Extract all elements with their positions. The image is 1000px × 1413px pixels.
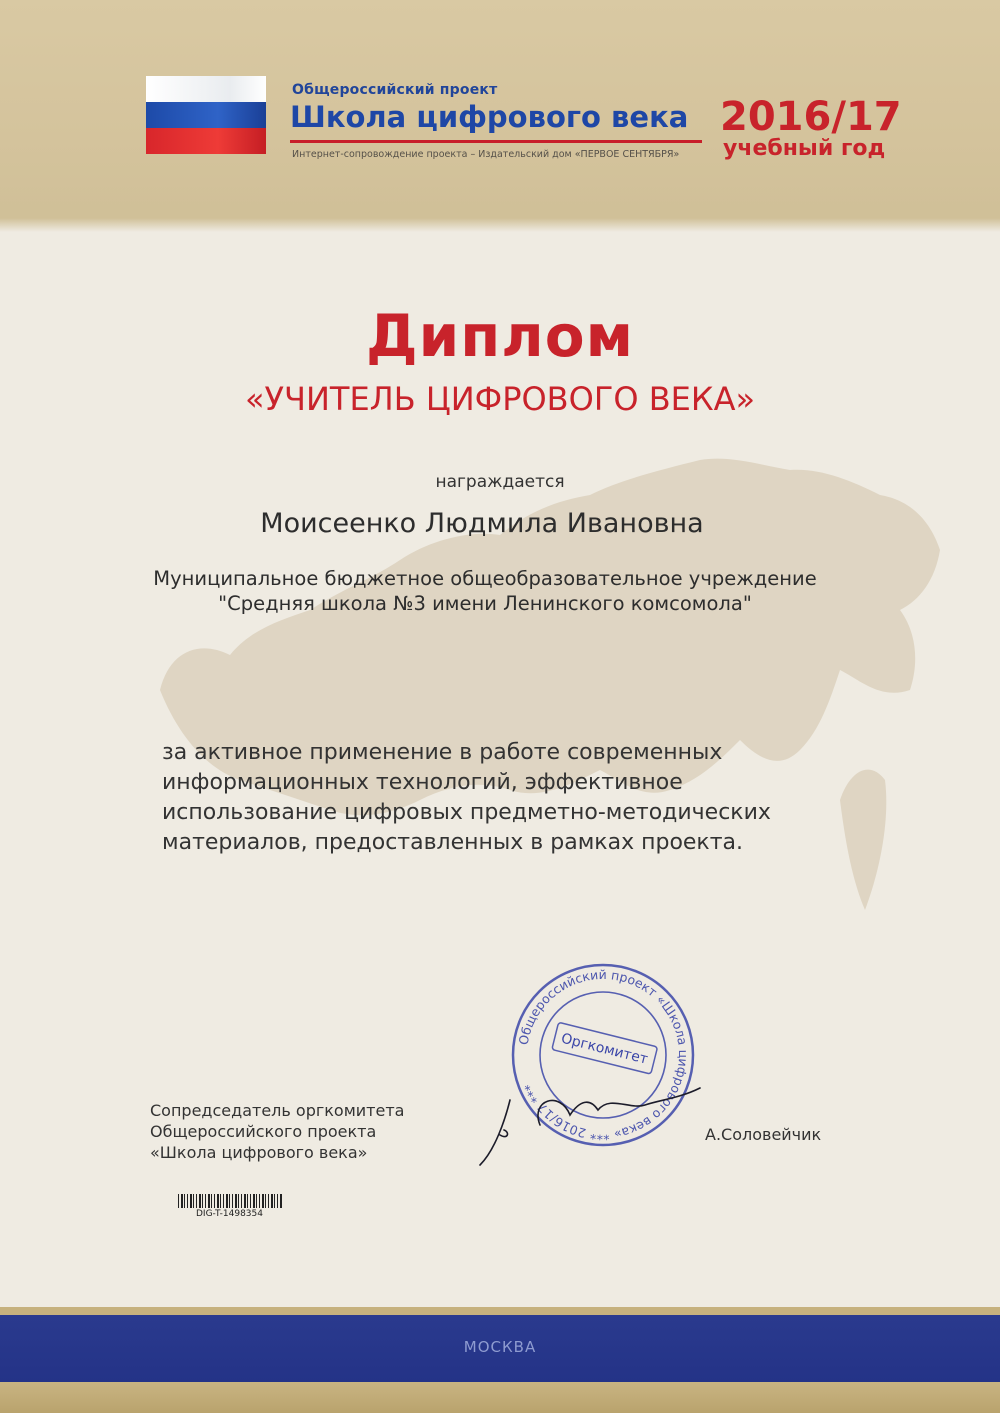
diploma-title: Диплом — [365, 302, 635, 370]
svg-text:Оргкомитет: Оргкомитет — [559, 1030, 650, 1068]
reason-line: информационных технологий, эффективное — [162, 770, 683, 795]
russian-flag-icon — [146, 76, 266, 154]
recipient-name: Моисеенко Людмила Ивановна — [260, 508, 704, 539]
project-label: Общероссийский проект — [292, 82, 498, 98]
signatory-title — [150, 1100, 404, 1163]
project-support-text: Интернет-сопровождение проекта – Издательский дом «ПЕРВОЕ СЕНТЯБРЯ» — [292, 149, 680, 160]
svg-text:Общероссийский проект «Школа ц: Общероссийский проект «Школа цифрового века» *** 2016/17 *** — [515, 966, 692, 1144]
barcode-icon — [178, 1194, 282, 1208]
organization-line: "Средняя школа №3 имени Ленинского комсомола" — [218, 592, 752, 615]
city-label: МОСКВА — [463, 1338, 537, 1356]
organization-line: Муниципальное бюджетное общеобразовательное учреждение — [153, 567, 817, 590]
signatory-title-line: «Школа цифрового века» — [150, 1143, 368, 1162]
footer-gold-stripe — [0, 1307, 1000, 1315]
diploma-subtitle: «УЧИТЕЛЬ ЦИФРОВОГО ВЕКА» — [244, 380, 756, 418]
award-reason — [162, 738, 882, 858]
footer-gold-band — [0, 1382, 1000, 1413]
project-underline — [290, 140, 702, 143]
school-year-label: учебный год — [723, 136, 886, 161]
awarded-label: награждается — [435, 472, 565, 492]
organization — [0, 566, 970, 616]
signatory-name: А.Соловейчик — [705, 1125, 822, 1144]
barcode-code: DIG-T-1498354 — [196, 1209, 263, 1219]
reason-line: материалов, предоставленных в рамках проекта. — [162, 830, 744, 855]
reason-line: за активное применение в работе современных — [162, 740, 723, 765]
signatory-title-line: Общероссийского проекта — [150, 1122, 377, 1141]
school-year: 2016/17 — [720, 94, 902, 140]
signatory-title-line: Сопредседатель оргкомитета — [150, 1101, 405, 1120]
handwritten-signature-icon — [470, 1070, 710, 1170]
project-name: Школа цифрового века — [290, 100, 689, 134]
reason-line: использование цифровых предметно-методических — [162, 800, 771, 825]
